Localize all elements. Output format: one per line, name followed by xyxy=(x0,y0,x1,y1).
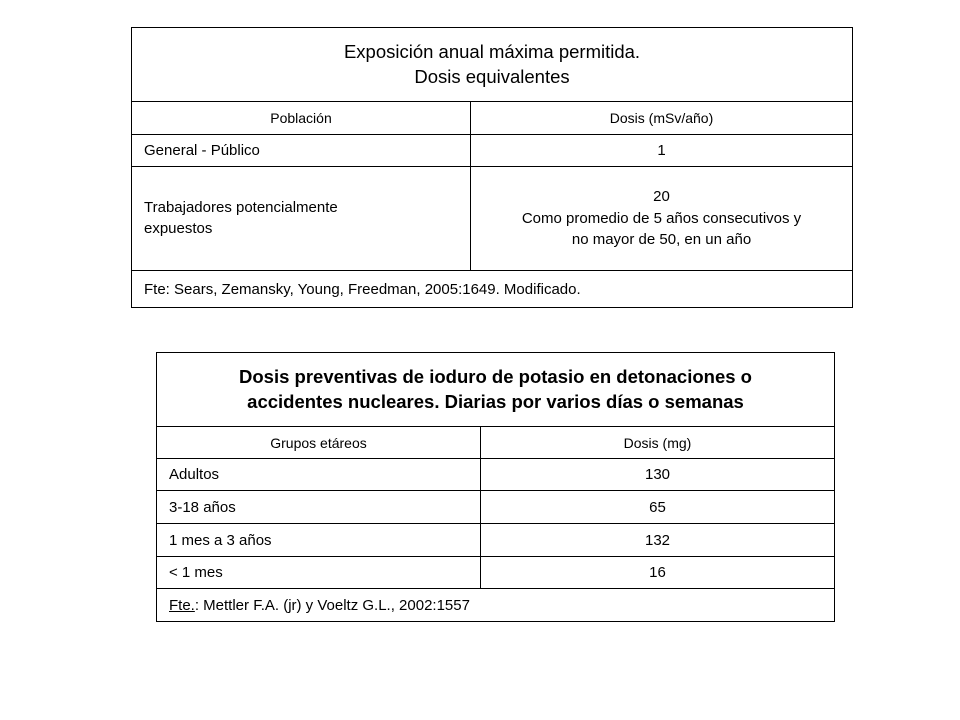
potassium-iodide-title xyxy=(157,353,835,427)
dose-msv-header: Dosis (mSv/año) xyxy=(471,102,853,135)
table-row-cell-population: General - Público xyxy=(132,135,471,167)
workers-dose: 20 Como promedio de 5 años consecutivos y no mayor de 50, en un año xyxy=(521,187,802,249)
potassium-iodide-table xyxy=(156,352,835,622)
table-row-cell-group: 1 mes a 3 años xyxy=(157,524,481,557)
age-groups-header: Grupos etáreos xyxy=(157,427,481,459)
source-citation xyxy=(157,589,835,622)
table-row-cell-dose xyxy=(471,167,853,271)
table-row-cell-group: Adultos xyxy=(157,459,481,491)
table-row-cell-dose: 65 xyxy=(481,491,835,524)
dose-mg-header: Dosis (mg) xyxy=(481,427,835,459)
source-text: : Mettler F.A. (jr) y Voeltz G.L., 2002:1557 xyxy=(194,596,470,614)
potassium-iodide-title-line1: Dosis preventivas de ioduro de potasio en detonaciones o xyxy=(239,365,752,387)
max-exposure-title-line2: Dosis equivalentes xyxy=(414,65,570,87)
table-row-cell-dose: 132 xyxy=(481,524,835,557)
max-exposure-title-line1: Exposición anual máxima permitida. xyxy=(343,40,641,62)
population-header: Población xyxy=(132,102,471,135)
table-row-cell-group: < 1 mes xyxy=(157,557,481,589)
workers-label: Trabajadores potencialmente expuestos xyxy=(144,199,338,237)
table-row-cell-dose: 130 xyxy=(481,459,835,491)
table-row-cell-dose: 1 xyxy=(471,135,853,167)
max-exposure-table xyxy=(131,27,853,308)
max-exposure-title xyxy=(132,28,853,102)
source-citation: Fte: Sears, Zemansky, Young, Freedman, 2005:1649. Modificado. xyxy=(132,271,853,308)
table-row-cell-group: 3-18 años xyxy=(157,491,481,524)
source-prefix: Fte. xyxy=(169,596,195,614)
table-row-cell-population xyxy=(132,167,471,271)
table-row-cell-dose: 16 xyxy=(481,557,835,589)
potassium-iodide-title-line2: accidentes nucleares. Diarias por varios días o semanas xyxy=(247,390,744,412)
